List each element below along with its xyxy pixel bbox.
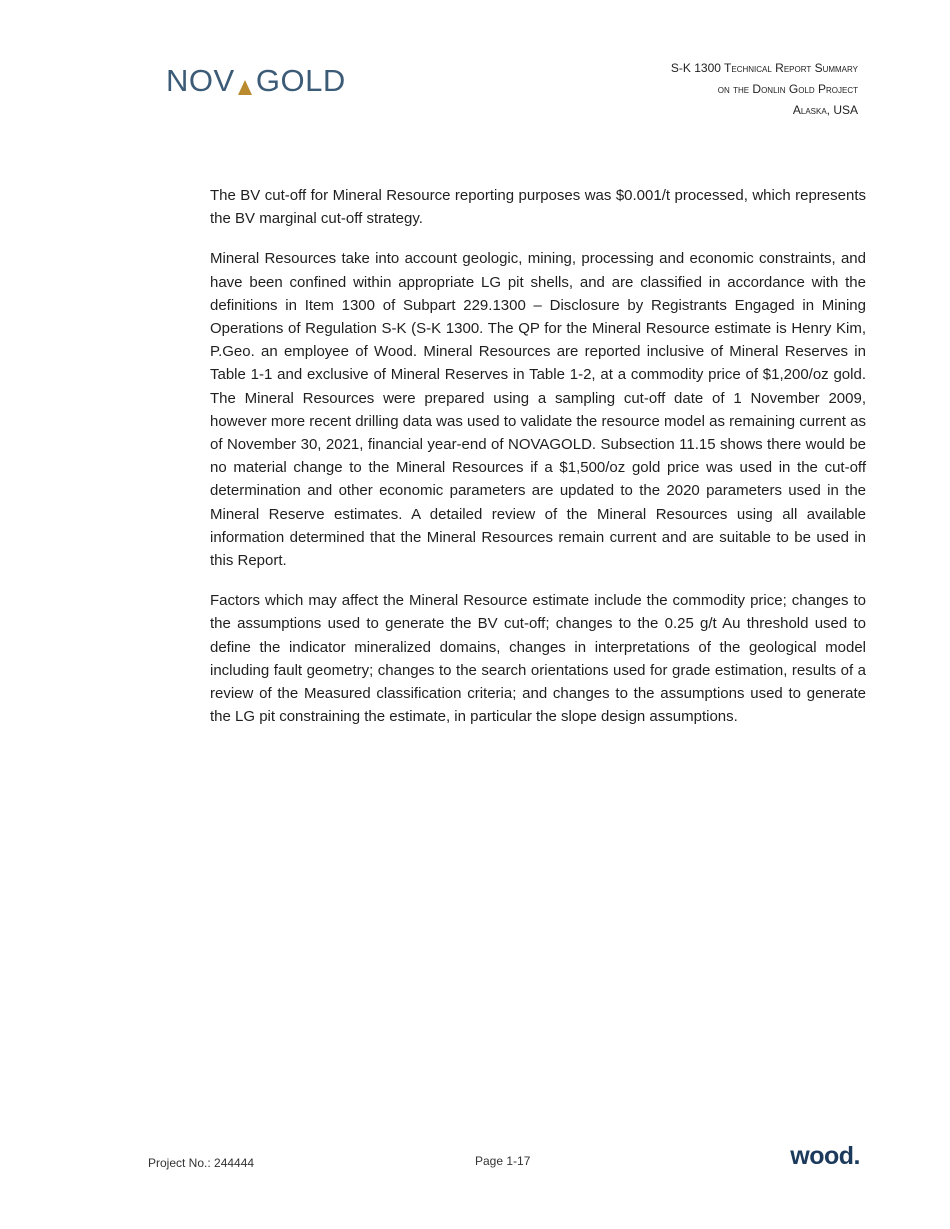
wood-logo: wood. <box>790 1142 860 1170</box>
triangle-icon <box>238 80 252 95</box>
project-number: Project No.: 244444 <box>148 1156 255 1170</box>
header-line-2: on the Donlin Gold Project <box>717 82 858 96</box>
paragraph-mineral-resources: Mineral Resources take into account geologic, mining, processing and economic constraints, and have been confined within appropriate LG pit shells, and are classified in accordance with the definitions in Item 1300 of Subpart 229.1300 – Disclosure by Registrants Engaged in Mining Operations of Regulation S-K (S-K 1300. The QP for the Mineral Resource estimate is Henry Kim, P.Geo. an employee of Wood. Mineral Resources are reported inclusive of Mineral Reserves in Table 1-1 and exclusive of Mineral Reserves in Table 1-2, at a commodity price of $1,200/oz gold. The Mineral Resources were prepared using a sampling cut-off date of 1 November 2009, however more recent drilling data was used to validate the resource model as remaining current as of November 30, 2021, financial year-end of NOVAGOLD. Subsection 11.15 shows there would be no material change to the Mineral Resources if a $1,500/oz gold price was used in the cut-off determination and other economic parameters are updated to the 2020 parameters used in the Mineral Reserve estimates. A detailed review of the Mineral Resources using all available information determined that the Mineral Resources remain current and are suitable to be used in this Report. <box>210 250 866 570</box>
logo-triangle-a <box>235 64 256 98</box>
report-header <box>671 58 858 121</box>
novagold-logo: NOV GOLD <box>166 63 346 98</box>
header-line-3: Alaska, USA <box>792 103 858 117</box>
body-text <box>210 184 866 745</box>
paragraph-cutoff: The BV cut-off for Mineral Resource reporting purposes was $0.001/t processed, which represents the BV marginal cut-off strategy. <box>210 187 866 228</box>
page-number: Page 1-17 <box>475 1154 531 1168</box>
paragraph-factors: Factors which may affect the Mineral Resource estimate include the commodity price; changes to the assumptions used to generate the BV cut-off; changes to the 0.25 g/t Au threshold used to define the indicator mineralized domains, changes in interpretations of the geological model including fault geometry; changes to the search orientations used for grade estimation, results of a review of the Measured classification criteria; and changes to the assumptions used to generate the LG pit constraining the estimate, in particular the slope design assumptions. <box>210 592 866 726</box>
header-line-1: S-K 1300 Technical Report Summary <box>670 61 858 75</box>
